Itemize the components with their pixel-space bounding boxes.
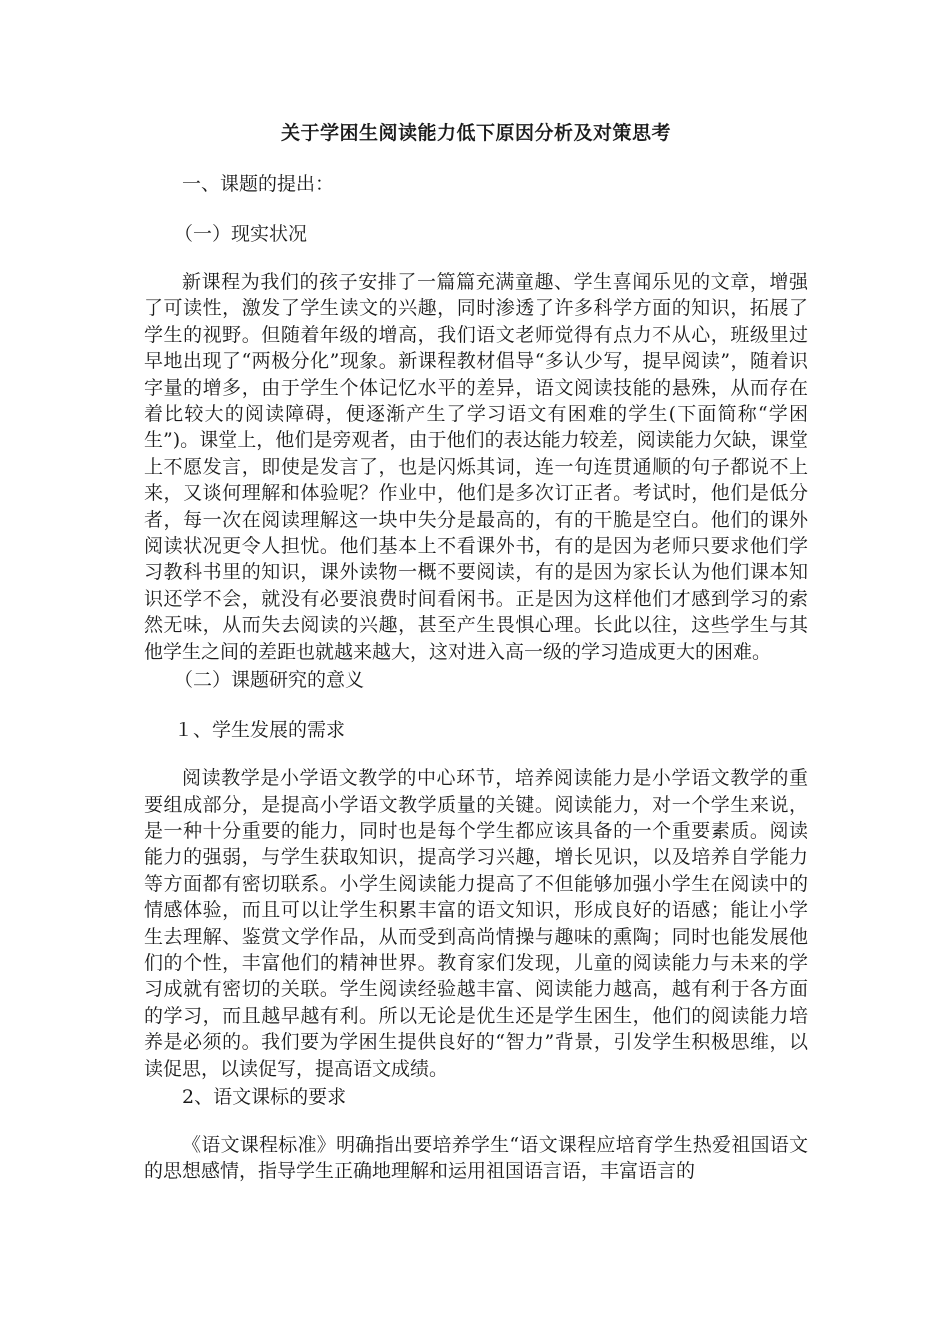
subsection-heading-significance: （二）课题研究的意义	[174, 669, 365, 692]
item-heading-student-development: １、学生发展的需求	[174, 719, 346, 742]
paragraph-current-situation: 新课程为我们的孩子安排了一篇篇充满童趣、学生喜闻乐见的文章，增强了可读性，激发了学生读文的兴趣，同时渗透了许多科学方面的知识，拓展了学生的视野。但随着年级的增高，我们语文老师觉得有点力不从心，班级里过早地出现了“两极分化”现象。新课程教材倡导“多认少写，提早阅读”，随着识字量的增多，由于学生个体记忆水平的差异，语文阅读技能的悬殊，从而存在着比较大的阅读障碍，便逐渐产生了学习语文有困难的学生(下面简称“学困生”)。课堂上，他们是旁观者，由于他们的表达能力较差，阅读能力欠缺，课堂上不愿发言，即使是发言了，也是闪烁其词，连一句连贯通顺的句子都说不上来，又谈何理解和体验呢？作业中，他们是多次订正者。考试时，他们是低分者，每一次在阅读理解这一块中失分是最高的，有的干脆是空白。他们的课外阅读状况更令人担忧。他们基本上不看课外书，有的是因为老师只要求他们学习教科书里的知识，课外读物一概不要阅读，有的是因为家长认为他们课本知识还学不会，就没有必要浪费时间看闲书。正是因为这样他们才感到学习的索然无味，从而失去阅读的兴趣，甚至产生畏惧心理。长此以往，这些学生与其他学生之间的差距也就越来越大，这对进入高一级的学习造成更大的困难。	[144, 271, 808, 663]
item-heading-curriculum-standard: 2、语文课标的要求	[182, 1085, 347, 1108]
document-title: 关于学困生阅读能力低下原因分析及对策思考	[280, 122, 671, 144]
paragraph-curriculum-standard: 《语文课程标准》明确指出要培养学生“语文课程应培育学生热爱祖国语文的思想感情，指导学生正确地理解和运用祖国语言语，丰富语言的	[144, 1133, 808, 1183]
document-body	[144, 118, 808, 1185]
paragraph-student-development: 阅读教学是小学语文教学的中心环节，培养阅读能力是小学语文教学的重要组成部分，是提高小学语文教学质量的关键。阅读能力，对一个学生来说，是一种十分重要的能力，同时也是每个学生都应该具备的一个重要素质。阅读能力的强弱，与学生获取知识，提高学习兴趣，增长见识，以及培养自学能力等方面都有密切联系。小学生阅读能力提高了不但能够加强小学生在阅读中的情感体验，而且可以让学生积累丰富的语文知识，形成良好的语感；能让小学生去理解、鉴赏文学作品，从而受到高尚情操与趣味的熏陶；同时也能发展他们的个性，丰富他们的精神世界。教育家们发现，儿童的阅读能力与未来的学习成就有密切的关联。学生阅读经验越丰富、阅读能力越高，越有利于各方面的学习，而且越早越有利。所以无论是优生还是学生困生，他们的阅读能力培养是必须的。我们要为学困生提供良好的“智力”背景，引发学生积极思维，以读促思，以读促写，提高语文成绩。	[144, 767, 808, 1080]
section-heading-1: 一、课题的提出：	[182, 173, 335, 195]
subsection-heading-current-situation: （一）现实状况	[174, 223, 308, 245]
